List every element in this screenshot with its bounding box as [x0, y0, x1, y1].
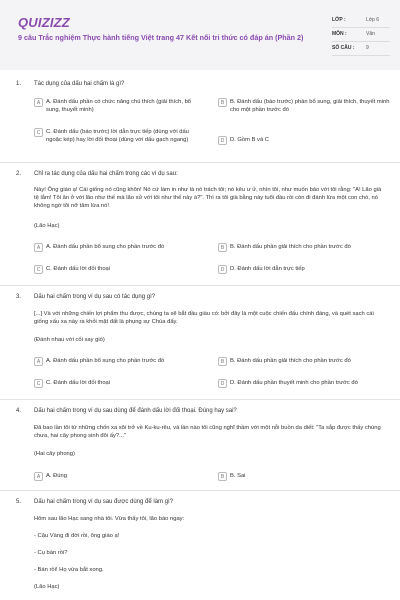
question-number: 3.	[16, 294, 22, 300]
question-text: Dấu hai chấm trong ví dụ sau dùng để đánh dấu lời đối thoại. Đúng hay sai?	[34, 408, 237, 414]
passage-line: - Bán rồi! Họ vừa bắt xong.	[34, 567, 104, 573]
question-text: Tác dụng của dấu hai chấm là gì?	[34, 81, 125, 87]
worksheet-header	[0, 0, 400, 70]
option-text: A. Đúng	[46, 473, 67, 479]
option-letter: A	[34, 243, 43, 252]
option-text: B. Sai	[230, 473, 246, 479]
option-letter: C	[34, 128, 43, 137]
option-letter: D	[218, 379, 227, 388]
page-title: 9 câu Trắc nghiệm Thực hành tiếng Việt trang 47 Kết nối tri thức có đáp án (Phần 2)	[18, 33, 304, 42]
option-letter: A	[34, 98, 43, 107]
passage-text: [...] Và với những chiến lợi phẩm thu được, chúng ta sẽ bắt đầu giàu có: bởi đây là một cuộc chiến đấu chính đáng, và quét sạch cái giống xấu xa này ra khỏi mặt đất là phụng sự Chúa đấy.	[34, 311, 374, 326]
option-letter: A	[34, 357, 43, 366]
meta-value: Lớp 6	[366, 17, 380, 23]
question-number: 2.	[16, 171, 22, 177]
option-text: C. Đánh dấu lời đối thoại	[46, 380, 111, 386]
option-text: D. Đánh dấu phần thuyết minh cho phần trước đó	[230, 380, 358, 386]
divider	[0, 162, 400, 163]
passage-source: (Lão Hạc)	[34, 223, 60, 229]
question-text: Chỉ ra tác dụng của dấu hai chấm trong các ví dụ sau:	[34, 171, 178, 177]
meta-panel	[332, 14, 390, 56]
option-letter: C	[34, 265, 43, 274]
option-text: B. Đánh dấu phần giải thích cho phần trước đó	[230, 358, 351, 364]
meta-value: 9	[366, 45, 369, 51]
passage-text: Đã bao lần tôi từ những chốn xa xôi trở về Ku-ku-rêu, và lần nào tôi cũng nghĩ thầm với một nỗi buồn da diết: "Ta sắp được thấy chúng chưa, hai cây phong sinh đôi ấy?..."	[34, 425, 381, 440]
passage-source: (Lão Hạc)	[34, 584, 60, 590]
passage-line: - Cậu Vàng đi đời rồi, ông giáo ạ!	[34, 533, 120, 539]
option-text: B. Đánh dấu phần giải thích cho phần trước đó	[230, 244, 351, 250]
passage-line: - Cụ bán rồi?	[34, 550, 68, 556]
question-number: 5.	[16, 499, 22, 505]
option-letter: B	[218, 472, 227, 481]
option-letter: D	[218, 265, 227, 274]
meta-value: Văn	[366, 31, 375, 37]
option-text: D. Gồm B và C	[230, 137, 269, 143]
option-letter: B	[218, 98, 227, 107]
divider	[0, 399, 400, 400]
meta-label: SỐ CÂU :	[332, 45, 355, 51]
option-letter: B	[218, 357, 227, 366]
meta-label: LỚP :	[332, 17, 346, 23]
passage-text: Hôm sau lão Hạc sang nhà tôi. Vừa thấy tôi, lão báo ngay:	[34, 516, 185, 522]
question-number: 4.	[16, 408, 22, 414]
option-letter: C	[34, 379, 43, 388]
divider	[0, 490, 400, 491]
option-text: C. Đánh dấu (báo trước) lời dẫn trực tiếp (dùng với dấu ngoặc kép) hay lời đối thoại (dùng với dấu gạch ngang)	[46, 129, 189, 144]
option-text: A. Đánh dấu phần bổ sung cho phần trước đó	[46, 244, 165, 250]
meta-row-grade	[332, 14, 390, 28]
option-text: A. Đánh dấu phần có chức năng chú thích (giải thích, bổ sung, thuyết minh)	[46, 99, 192, 114]
question-text: Dấu hai chấm trong ví dụ sau được dùng để làm gì?	[34, 499, 174, 505]
meta-row-subject	[332, 28, 390, 42]
option-letter: D	[218, 136, 227, 145]
passage-source: (Đánh nhau với cối xay gió)	[34, 337, 105, 343]
quizizz-logo: QUIZIZZ	[18, 15, 70, 30]
question-number: 1.	[16, 81, 22, 87]
option-text: B. Đánh dấu (báo trước) phần bổ sung, giải thích, thuyết minh cho một phần trước đó	[230, 99, 390, 114]
option-text: D. Đánh dấu lời dẫn trực tiếp	[230, 266, 305, 272]
option-letter: B	[218, 243, 227, 252]
option-text: A. Đánh dấu phần bổ sung cho phần trước đó	[46, 358, 165, 364]
option-text: C. Đánh dấu lời đối thoại	[46, 266, 111, 272]
passage-text: Này! Ông giáo ạ! Cái giống nó cũng khôn! Nó cứ làm in như là nó trách tôi; nó kêu ư ử, nhìn tôi, như muốn bảo với tôi rằng: "A! Lão già tệ lắm! Tôi ăn ở với lão như thế mà lão xử với tôi như thế này à?". Thì ra tôi già bằng này tuổi đầu rồi còn đi đánh lừa một con chó, nó không ngờ tôi nỡ tâm lừa nó!	[34, 187, 382, 210]
option-letter: A	[34, 472, 43, 481]
meta-row-count	[332, 42, 390, 56]
question-text: Dấu hai chấm trong ví dụ sau có tác dụng gì?	[34, 294, 156, 300]
passage-source: (Hai cây phong)	[34, 451, 75, 457]
divider	[0, 285, 400, 286]
meta-label: MÔN :	[332, 31, 347, 37]
